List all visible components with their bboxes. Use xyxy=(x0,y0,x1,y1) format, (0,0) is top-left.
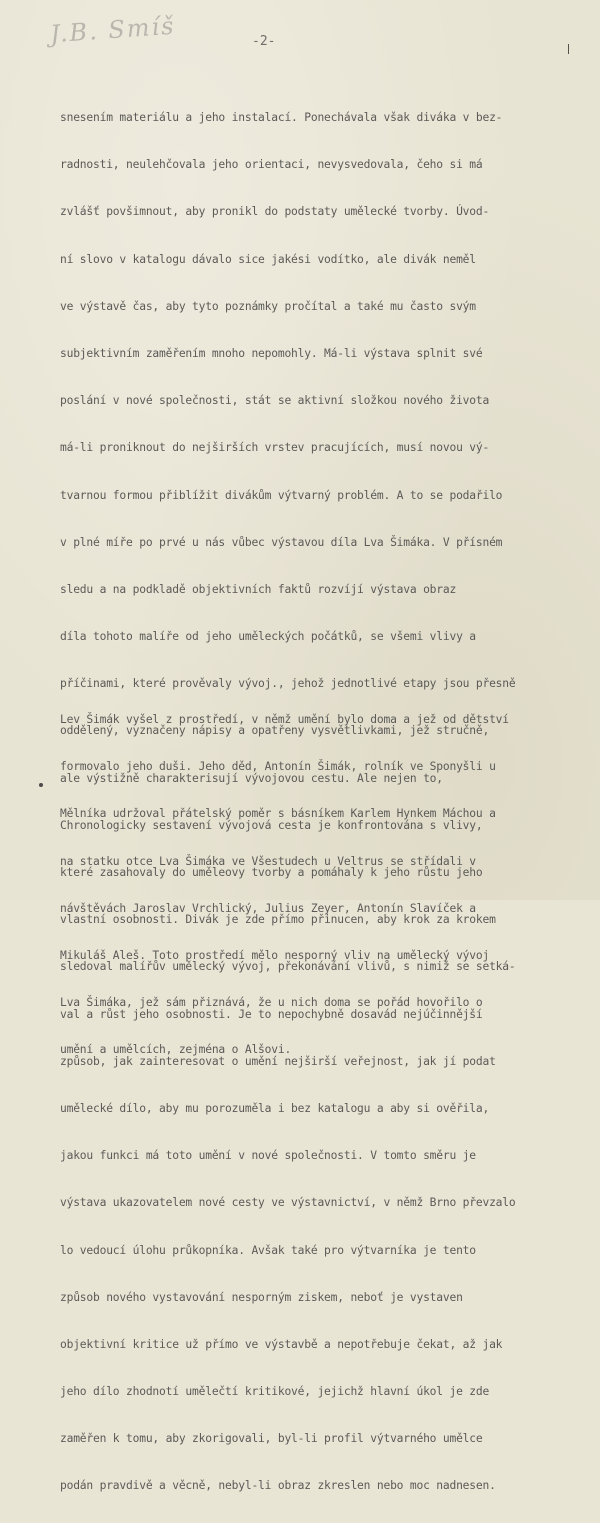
text-line: Chronologicky sestavení vývojová cesta je konfrontována s vlivy, xyxy=(60,818,483,832)
text-line: které zasahovaly do uměleovy tvorby a pomáhaly k jeho růstu jeho xyxy=(60,866,483,879)
text-line: výstava ukazovatelem nové cesty ve výstavnictví, v němž Brno převzalo xyxy=(60,1196,516,1210)
text-line: příčinami, které prověvaly vývoj., jehož jednotlivé etapy jsou přesně xyxy=(60,677,516,691)
text-line: lo vedoucí úlohu průkopníka. Avšak také pro výtvarníka je tento xyxy=(60,1243,476,1257)
text-line: sledoval malířův umělecký vývoj, překonávání vlivů, s nimiž se setká- xyxy=(60,960,516,974)
handwritten-annotation: J.B. Smíš xyxy=(49,11,177,49)
text-line: Mikuláš Aleš. Toto prostředí mělo nesporný vliv na umělecký vývoj xyxy=(60,948,490,962)
text-line: na statku otce Lva Šimáka ve Všestudech u Veltrus se střídali v xyxy=(60,854,476,868)
text-line: objektivní kritice už přímo ve výstavbě a nepotřebuje čekat, až jak xyxy=(60,1337,503,1351)
text-line: umělecké dílo, aby mu porozuměla i bez katalogu a aby si ověřila, xyxy=(60,1101,490,1115)
text-line: subjektivním zaměřením mnoho nepomohly. Má-li výstava splnit své xyxy=(60,346,483,360)
text-line: vlastní osobnosti. Divák je zde přímo přinucen, aby krok za krokem xyxy=(60,913,496,927)
text-line: sledu a na podkladě objektivních faktů rozvíjí výstava obraz xyxy=(60,582,457,596)
text-line: oddělený, vyznačeny nápisy a opatřeny vysvětlivkami, jež stručně, xyxy=(60,724,490,738)
paragraph-2 xyxy=(60,683,509,1087)
text-line: radnosti, neulehčovala jeho orientaci, nevysvedovala, čeho si má xyxy=(60,158,483,172)
text-line: ale výstižně charakterisují vývojovou cestu. Ale nejen to, xyxy=(60,771,443,785)
text-line: návštěvách Jaroslav Vrchlický, Julius Zeyer, Antonín Slavíček a xyxy=(60,901,476,915)
text-line: jeho dílo zhodnotí umělečtí kritikové, jejichž hlavní úkol je zde xyxy=(60,1385,490,1399)
text-line: umění a umělcích, zejména o Alšovi. xyxy=(60,1043,292,1057)
text-line: díla tohoto malíře od jeho uměleckých počátků, se všemi vlivy a xyxy=(60,630,476,644)
text-line: Lva Šimáka, jež sám přiznává, že u nich doma se pořád hovořilo o xyxy=(60,996,483,1010)
text-line: Lev Šimák vyšel z prostředí, v němž umění bylo doma a jež od dětství xyxy=(60,713,509,726)
margin-mark xyxy=(568,44,569,54)
text-line: má-li proniknout do nejširších vrstev pracujících, musí novou vý- xyxy=(60,441,490,455)
text-line: val a růst jeho osobnosti. Je to nepochybně dosavád nejúčinnější xyxy=(60,1007,483,1021)
text-line: v plné míře po prvé u nás vůbec výstavou díla Lva Šimáka. V přísném xyxy=(60,535,503,549)
ink-dot xyxy=(39,783,43,787)
text-line: tvarnou formou přiblížit divákům výtvarný problém. A to se podařilo xyxy=(60,488,503,502)
text-line: jakou funkci má toto umění v nové společnosti. V tomto směru je xyxy=(60,1149,476,1163)
text-line: způsob, jak zainteresovat o umění nejširší veřejnost, jak jí podat xyxy=(60,1054,496,1068)
text-line: ve výstavě čas, aby tyto poznámky pročítal a také mu často svým xyxy=(60,299,476,313)
text-line: zvlášť povšimnout, aby pronikl do podstaty umělecké tvorby. Úvod- xyxy=(60,205,490,219)
text-line: snesením materiálu a jeho instalací. Ponechávala však diváka v bez- xyxy=(60,111,503,124)
text-line: podán pravdivě a věcně, nebyl-li obraz zkreslen nebo moc nadnesen. xyxy=(60,1479,496,1493)
text-line: poslání v nové společnosti, stát se aktivní složkou nového života xyxy=(60,394,490,408)
page-number: -2- xyxy=(252,34,276,49)
text-line: formovalo jeho duši. Jeho děd, Antonín Šimák, rolník ve Sponyšli u xyxy=(60,760,496,774)
text-line: zaměřen k tomu, aby zkorigovali, byl-li profil výtvarného umělce xyxy=(60,1432,483,1446)
text-line: způsob nového vystavování nesporným ziskem, neboť je vystaven xyxy=(60,1290,463,1304)
text-line: ní slovo v katalogu dávalo sice jakési vodítko, ale divák neměl xyxy=(60,252,476,266)
text-line: Mělníka udržoval přátelský poměr s básníkem Karlem Hynkem Máchou a xyxy=(60,807,496,821)
